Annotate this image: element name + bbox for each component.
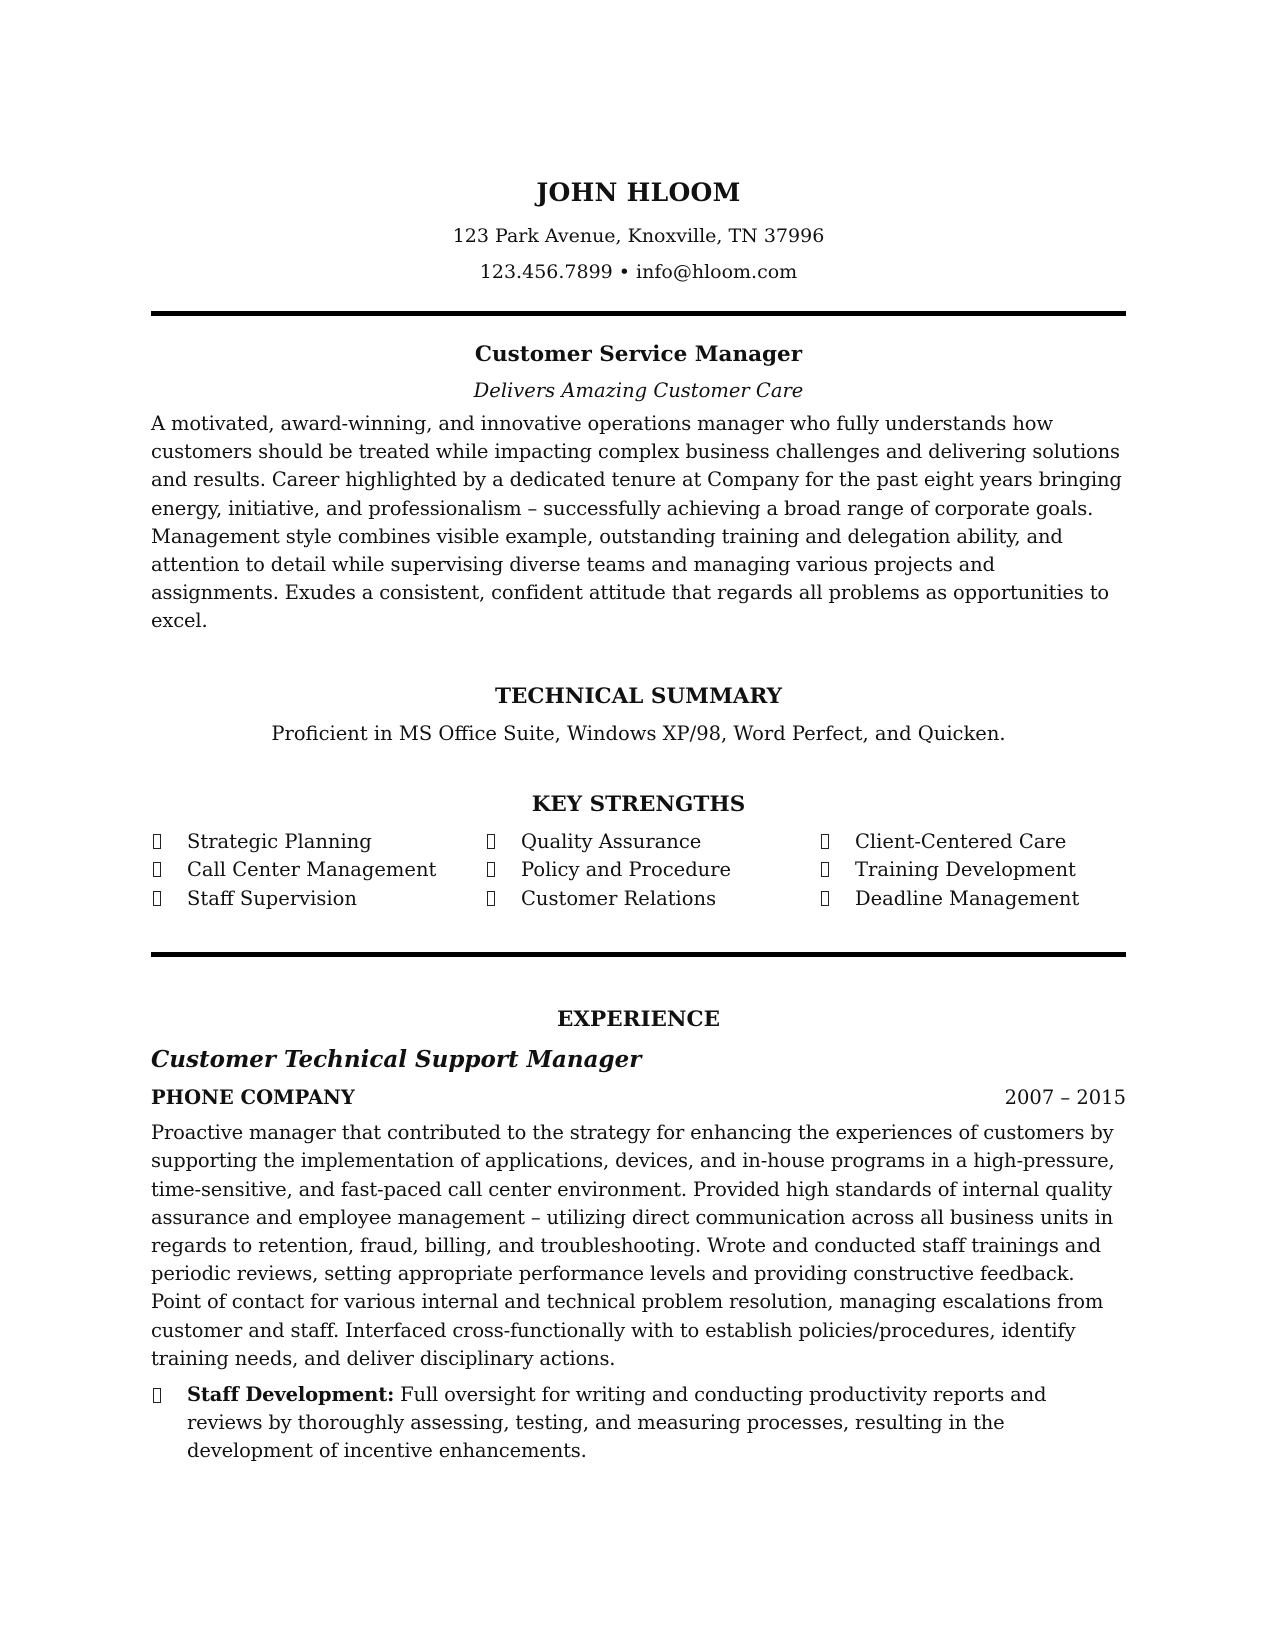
bullet-icon (821, 862, 829, 877)
strength-label: Customer Relations (521, 886, 717, 910)
strength-label: Policy and Procedure (521, 858, 732, 882)
profile-summary: A motivated, award-winning, and innovative operations manager who fully understands how customers should be treated while impacting complex business challenges and delivering solutions and results. Career highlighted by a dedicated tenure at Company for the past eight years bringing energy, initiative, and professionalism – successfully achieving a broad range of corporate goals. Management style combines visible example, outstanding training and delegation ability, and attention to detail while supervising diverse teams and managing various projects and assignments. Exudes a consistent, confident attitude that regards all problems as opportunities to excel. (151, 412, 1122, 633)
list-item (151, 1381, 1126, 1466)
experience-section (151, 1005, 1126, 1465)
address-line: 123 Park Avenue, Knoxville, TN 37996 (452, 225, 825, 247)
achievement-label: Staff Development: (187, 1383, 395, 1407)
top-divider (151, 311, 1126, 316)
list-item (151, 884, 485, 912)
employment-dates: 2007 – 2015 (1004, 1086, 1126, 1110)
strength-label: Training Development (855, 858, 1076, 882)
bullet-icon (821, 891, 829, 906)
strength-label: Staff Supervision (187, 886, 357, 910)
strength-label: Deadline Management (855, 886, 1080, 910)
list-item (485, 884, 819, 912)
technical-summary-title: TECHNICAL SUMMARY (494, 683, 783, 709)
experience-title: EXPERIENCE (556, 1007, 721, 1033)
list-item (819, 856, 1126, 884)
job-description: Proactive manager that contributed to the strategy for enhancing the experiences of customers by supporting the implementation of applications, devices, and in-house programs in a high-pressure, time-sensitive, and fast-paced call center environment. Provided high standards of internal quality assurance and employee management – utilizing direct communication across all business units in regards to retention, fraud, billing, and troubleshooting. Wrote and conducted staff trainings and periodic reviews, setting appropriate performance levels and providing constructive feedback. Point of contact for various internal and technical problem resolution, managing escalations from customer and staff. Interfaced cross-functionally with to establish policies/procedures, identify training needs, and deliver disciplinary actions. (151, 1121, 1115, 1370)
strength-label: Client-Centered Care (855, 830, 1067, 854)
list-item (819, 828, 1126, 856)
list-item (485, 828, 819, 856)
job-title: Customer Technical Support Manager (151, 1046, 642, 1074)
key-strengths-section (151, 790, 1126, 913)
phone-email-line: 123.456.7899 • info@hloom.com (479, 261, 798, 283)
bullet-icon (153, 891, 161, 906)
profile-tagline: Delivers Amazing Customer Care (473, 379, 804, 402)
achievement-description: Full oversight for writing and conducting productivity reports and reviews by thoroughly assessing, testing, and measuring processes, resulting in the development of incentive enhancements. (187, 1383, 1047, 1463)
candidate-name: JOHN HLOOM (536, 178, 741, 207)
technical-summary-text: Proficient in MS Office Suite, Windows XP/98, Word Perfect, and Quicken. (271, 721, 1006, 745)
bullet-icon (153, 1388, 161, 1403)
key-strengths-list (151, 828, 1126, 913)
list-item (151, 856, 485, 884)
bullet-icon (153, 862, 161, 877)
strength-label: Strategic Planning (187, 830, 372, 854)
bullet-icon (487, 891, 495, 906)
bullet-icon (487, 834, 495, 849)
list-item (485, 856, 819, 884)
strength-label: Quality Assurance (521, 830, 702, 854)
resume-header (151, 178, 1126, 290)
bullet-icon (153, 834, 161, 849)
profile-headline: Customer Service Manager (474, 342, 803, 367)
bullet-icon (487, 862, 495, 877)
middle-divider (151, 952, 1126, 957)
list-item (819, 884, 1126, 912)
resume-content (151, 178, 1126, 1466)
bullet-icon (821, 834, 829, 849)
profile-section (151, 340, 1126, 636)
company-name: PHONE COMPANY (151, 1086, 355, 1110)
list-item (151, 828, 485, 856)
achievement-text (187, 1381, 1126, 1466)
key-strengths-title: KEY STRENGTHS (531, 791, 746, 817)
company-row (151, 1085, 1126, 1111)
strength-label: Call Center Management (187, 858, 437, 882)
technical-summary-section (151, 682, 1126, 748)
